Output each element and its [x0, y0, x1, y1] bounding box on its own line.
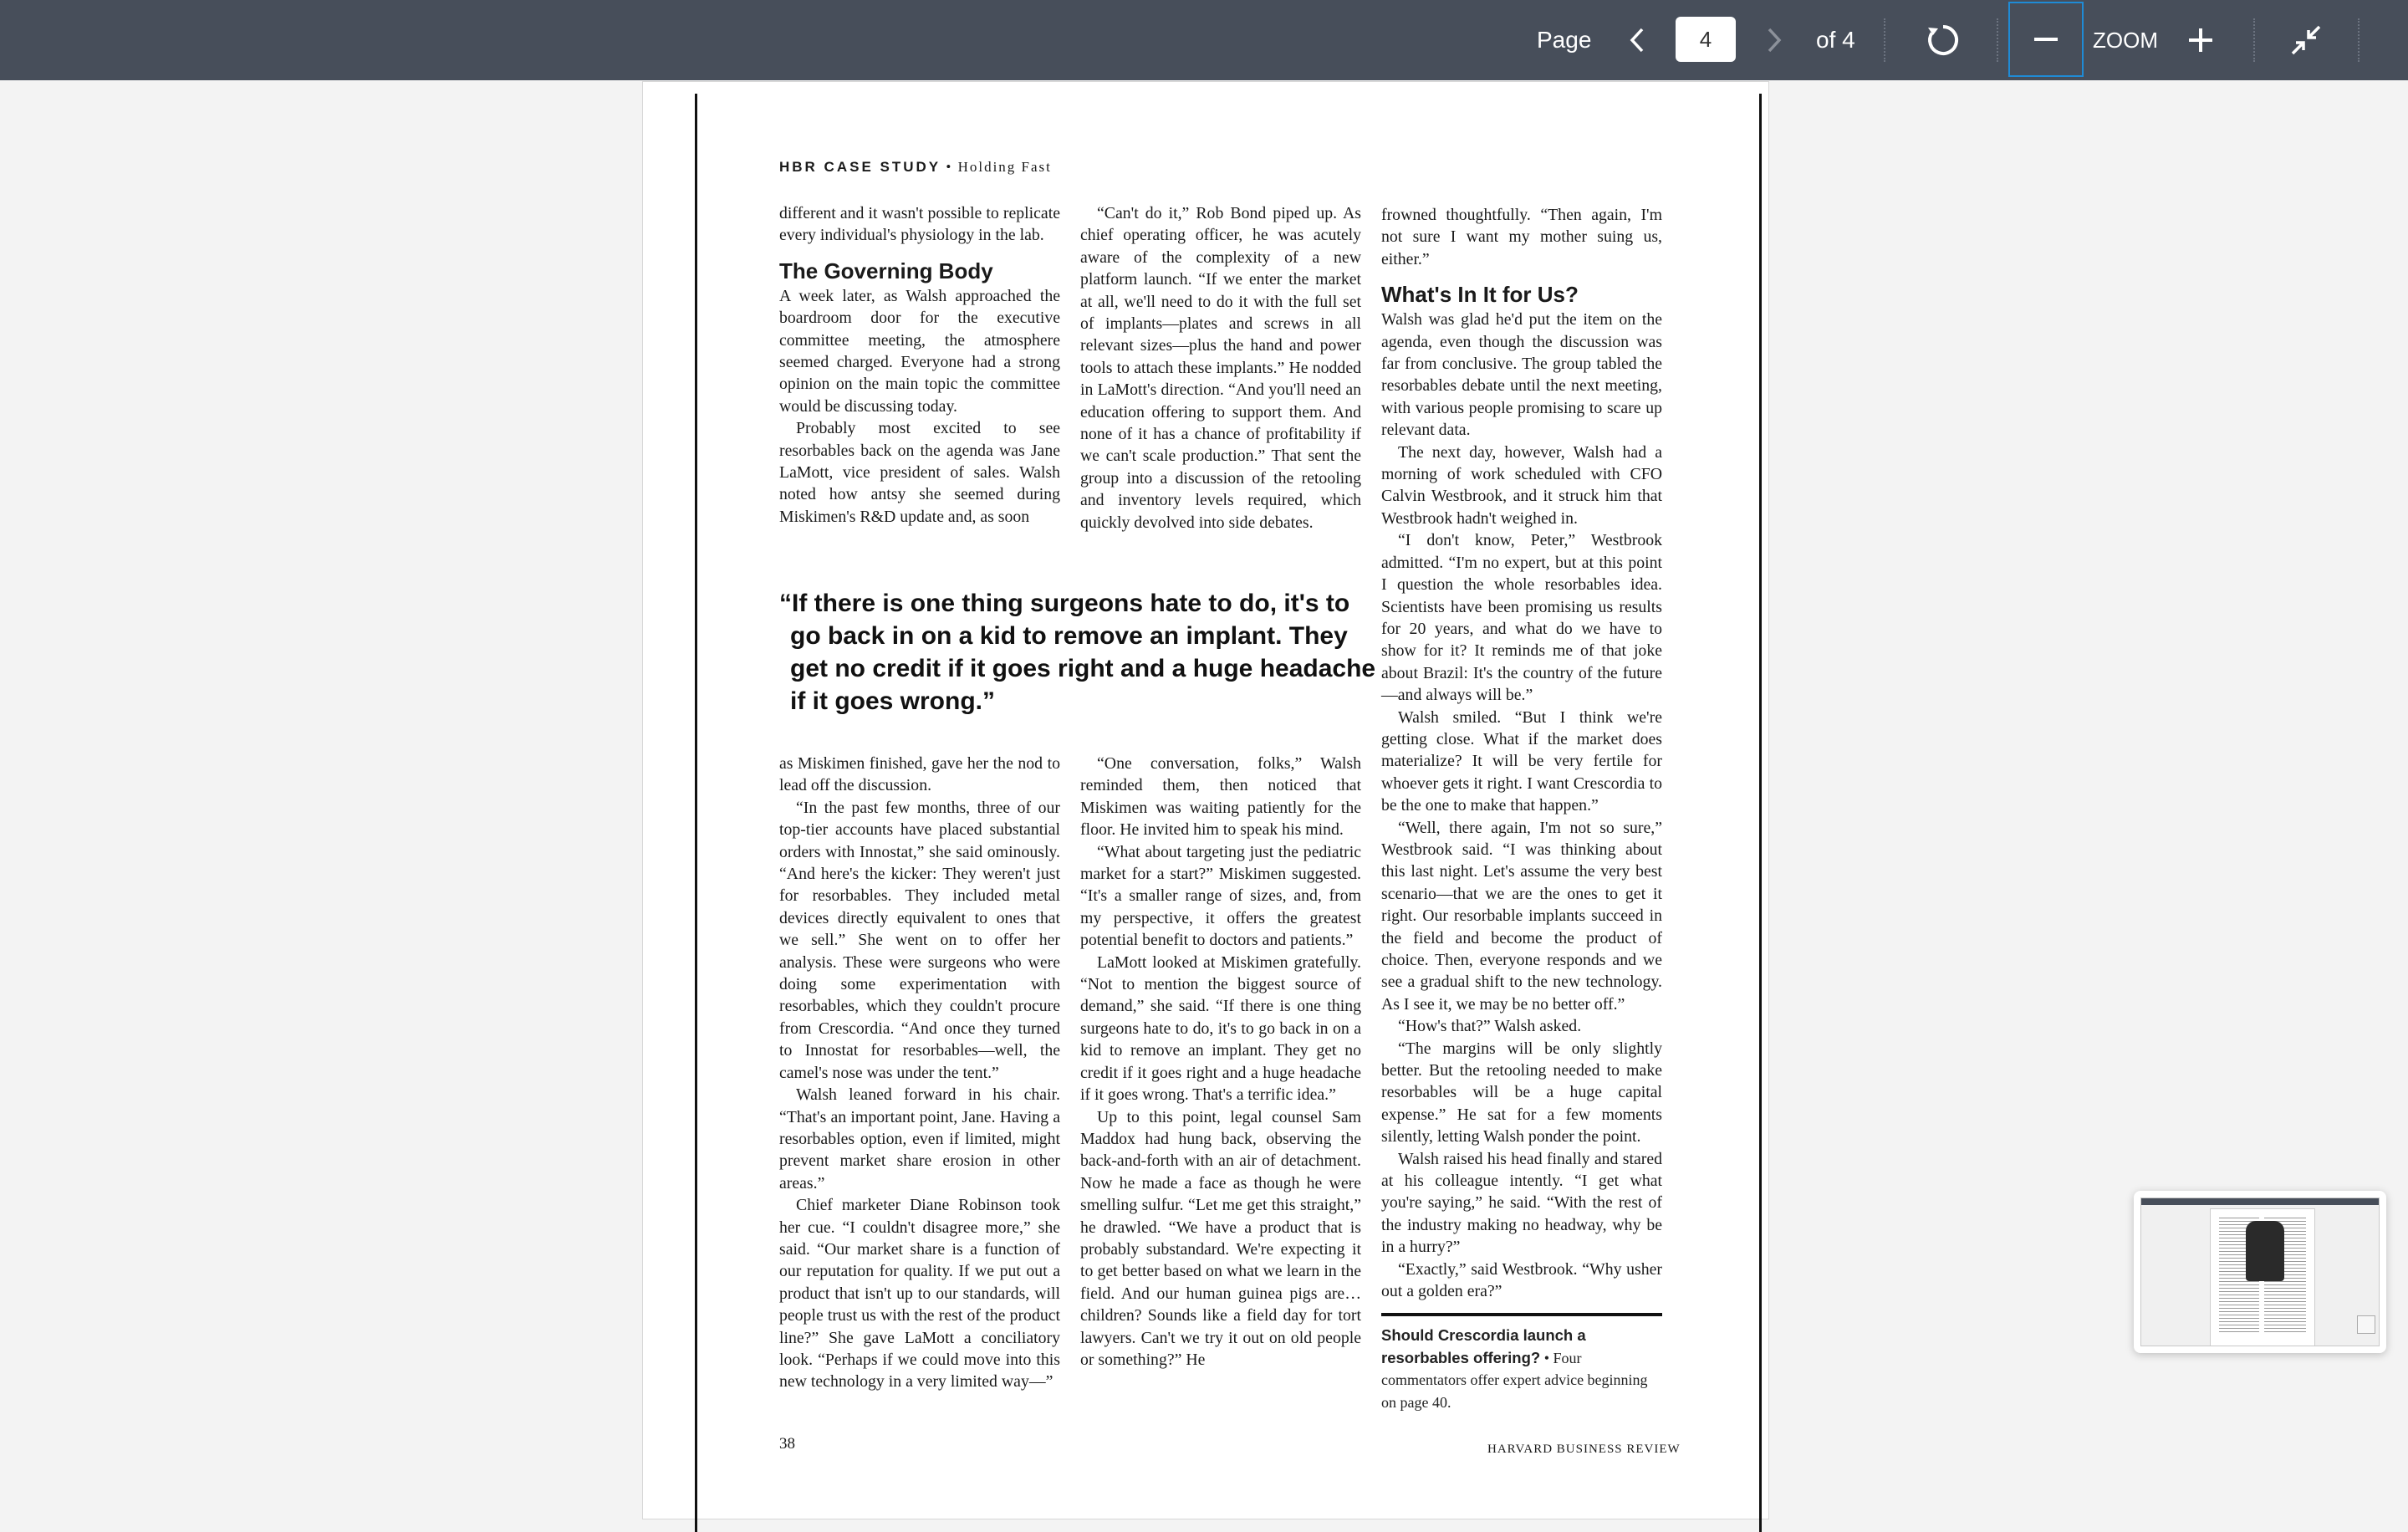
plus-icon [2186, 26, 2215, 54]
paragraph: Walsh leaned forward in his chair. “That's an important point, Jane. Having a resorbables option, even if limited, might prevent market share erosion in other areas.” [779, 1085, 1060, 1192]
header-subtitle: • Holding Fast [941, 159, 1052, 175]
paragraph: A week later, as Walsh approached the boardroom door for the executive committee meeting, the atmosphere seemed charged. Everyone had a strong opinion on the main topic the committee would be discussing today. [779, 286, 1060, 416]
pull-quote-line: get no credit if it goes right and a huge headache [790, 655, 1376, 682]
collapse-button[interactable] [2288, 22, 2324, 59]
thumbnail-close [2357, 1315, 2375, 1334]
section-heading: The Governing Body [779, 258, 993, 283]
paragraph: as Miskimen finished, gave her the nod to lead off the discussion. [779, 754, 1060, 795]
page-label: Page [1537, 27, 1592, 53]
previous-page-button[interactable] [1622, 22, 1652, 59]
paragraph: Walsh was glad he'd put the item on the agenda, even though the discussion was far from conclusive. The group tabled the resorbables debate until the next meeting, with various people promising to scare up relevant data. [1381, 310, 1662, 440]
page-number: 38 [779, 1435, 795, 1453]
paragraph: different and it wasn't possible to replicate every individual's physiology in the lab. [779, 204, 1060, 245]
next-page-button[interactable] [1759, 22, 1789, 59]
pull-quote-line: if it goes wrong.” [790, 687, 995, 715]
thumbnail-toolbar [2141, 1198, 2380, 1205]
toolbar-divider [1884, 18, 1887, 62]
paragraph: Walsh smiled. “But I think we're getting close. What if the market does materialize? It will be very fertile for whoever gets it right. I want Crescordia to be the one to make that happen.” [1381, 707, 1662, 815]
pull-quote [779, 587, 1376, 717]
paragraph: The next day, however, Walsh had a morning of work scheduled with CFO Calvin Westbrook, and it struck him that Westbrook hadn't weighed in. [1381, 442, 1662, 528]
thumbnail-preview [2140, 1198, 2380, 1346]
paragraph: “Exactly,” said Westbrook. “Why usher out a golden era?” [1381, 1259, 1662, 1301]
paragraph: “Can't do it,” Rob Bond piped up. As chief operating officer, he was acutely aware of the complexity of a new platform launch. “If we enter the market at all, we'll need to do it with the full set of implants—plates and screws in all relevant sizes—plus the hand and power tools to attach these implants.” He nodded in LaMott's direction. “And you'll need an education offering to support them. And none of it has a chance of profitability if we can't scale production.” That sent the group into a discussion of the retooling and inventory levels required, which quickly devolved into side debates. [1080, 204, 1361, 532]
column-3 [1381, 204, 1662, 1303]
column-2-bottom [1080, 753, 1361, 1371]
header-title: HBR CASE STUDY [779, 159, 941, 175]
total-pages-label: of 4 [1816, 27, 1855, 53]
toolbar-divider [2253, 18, 2257, 62]
paragraph: Up to this point, legal counsel Sam Maddox had hung back, observing the back-and-forth with an air of detachment. Now he made a face as though he were smelling sulfur. “Let me get this straight,” he drawled. “We have a product that is probably substandard. We're expecting it to get better based on what we learn in the field. And our human guinea pigs are…children? Sounds like a field day for tort lawyers. Can't we try it out on old people or something?” He [1080, 1107, 1361, 1369]
paragraph: “Well, there again, I'm not so sure,” Westbrook said. “I was thinking about this last night. Let's assume the very best scenario—that we are the ones to get it right. Our resorbable implants succeed in the field and become the product of choice. Then, everyone responds and we see a gradual shift to the new technology. As I see it, we may be no better off.” [1381, 818, 1662, 1014]
paragraph: frowned thoughtfully. “Then again, I'm not sure I want my mother suing us, either.” [1381, 206, 1662, 268]
sidebar-note [1381, 1325, 1666, 1413]
rotate-icon [1925, 22, 1962, 59]
toolbar-divider [1997, 18, 2000, 62]
minus-icon [2032, 25, 2060, 54]
paragraph: “The margins will be only slightly better. But the retooling needed to make resorbables will be a huge capital expense.” He sat for a few moments silently, letting Walsh ponder the point. [1381, 1039, 1662, 1146]
column-1-top [779, 202, 1060, 528]
sidebar-text: • Four commentators offer expert advice beginning on page 40. [1381, 1349, 1648, 1411]
zoom-in-button[interactable] [2184, 23, 2217, 57]
running-header [779, 159, 1052, 176]
thumbnail-page [2210, 1208, 2315, 1346]
column-2-top [1080, 202, 1361, 534]
document-page [642, 81, 1769, 1519]
paragraph: LaMott looked at Miskimen gratefully. “Not to mention the biggest source of demand,” she said. “If there is one thing surgeons hate to do, it's to go back in on a kid to remove an implant. They get no credit if it goes right and a huge headache if it goes wrong. That's a terrific idea.” [1080, 952, 1361, 1105]
zoom-out-button[interactable] [2008, 2, 2084, 77]
thumbnail-figure [2246, 1221, 2284, 1281]
rotate-button[interactable] [1923, 20, 1963, 60]
paragraph: “In the past few months, three of our top-tier accounts have placed substantial orders with Innostat,” she said ominously. “And here's the kicker: They weren't just for resorbables. They included metal devices directly equivalent to ones that we sell.” She went on to offer her analysis. These were surgeons who were doing some experimentation with resorbables, which they couldn't procure from Crescordia. “And once they turned to Innostat for resorbables—well, the camel's nose was under the tent.” [779, 798, 1060, 1082]
paragraph: “One conversation, folks,” Walsh reminded them, then noticed that Miskimen was waiting patiently for the floor. He invited him to speak his mind. [1080, 754, 1361, 840]
section-heading: What's In It for Us? [1381, 282, 1579, 308]
zoom-label: ZOOM [2093, 27, 2158, 53]
pull-quote-line: “If there is one thing surgeons hate to do, it's to [779, 590, 1350, 617]
sidebar-rule [1381, 1313, 1662, 1316]
paragraph: “I don't know, Peter,” Westbrook admitted. “I'm no expert, but at this point I question the whole resorbables idea. Scientists have been promising us results for 20 years, and what do we have to show for it? It reminds me of that joke about Brazil: It's the country of the future—and always will be.” [1381, 531, 1662, 705]
page-thumbnail-navigator[interactable] [2134, 1191, 2386, 1353]
page-number-input[interactable] [1676, 17, 1736, 62]
paragraph: “How's that?” Walsh asked. [1398, 1017, 1582, 1036]
column-1-bottom [779, 753, 1060, 1393]
chevron-right-icon [1766, 27, 1783, 54]
viewer-toolbar [0, 0, 2408, 80]
paragraph: Chief marketer Diane Robinson took her cue. “I couldn't disagree more,” she said. “Our market share is a function of our reputation for quality. If we put out a product that isn't up to our standards, will people trust us with the rest of the product line?” She gave LaMott a conciliatory look. “Perhaps if we could move into this new technology in a very limited way—” [779, 1196, 1060, 1392]
journal-name: HARVARD BUSINESS REVIEW [1487, 1443, 1681, 1456]
collapse-icon [2290, 24, 2322, 56]
paragraph: “What about targeting just the pediatric market for a start?” Miskimen suggested. “It's a smaller range of sizes, and, from my perspective, it offers the greatest potential benefit to doctors and patients.” [1080, 842, 1361, 950]
paragraph: Walsh raised his head finally and stared at his colleague intently. “I get what you're saying,” he said. “With the rest of the industry making no headway, why be in a hurry?” [1381, 1149, 1662, 1257]
paragraph: Probably most excited to see resorbables back on the agenda was Jane LaMott, vice president of sales. Walsh noted how antsy she seemed during Miskimen's R&D update and, as soon [779, 419, 1060, 526]
chevron-left-icon [1629, 27, 1645, 54]
pull-quote-line: go back in on a kid to remove an implant. They [790, 622, 1348, 650]
toolbar-divider [2358, 18, 2361, 62]
sidebar-title: Should Crescordia launch a resorbables offering? [1381, 1326, 1586, 1366]
